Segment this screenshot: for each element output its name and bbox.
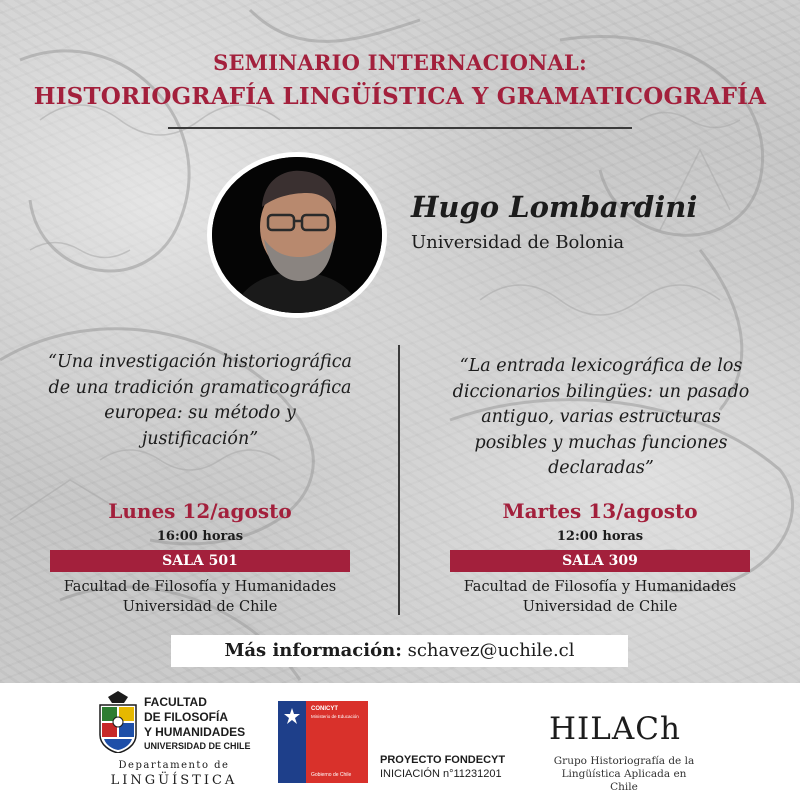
faculty-line-2: DE FILOSOFÍA xyxy=(144,710,228,724)
sponsor-footer xyxy=(0,683,800,800)
conicyt-ministry: Ministerio de Educación xyxy=(311,714,359,719)
seminar-title-line-1: SEMINARIO INTERNACIONAL: xyxy=(213,50,587,75)
session-1-venue-line-1: Facultad de Filosofía y Humanidades xyxy=(63,579,337,595)
title-divider xyxy=(168,127,632,129)
contact-email-link[interactable]: schavez@uchile.cl xyxy=(407,640,575,661)
speaker-photo xyxy=(207,152,387,318)
session-1-time: 16:00 horas xyxy=(156,529,244,544)
session-1-title-line: “Una investigación historiográfica xyxy=(48,352,352,372)
speaker-portrait-illustration xyxy=(212,157,382,313)
hilach-subtitle-line-1: Grupo Historiografía de la xyxy=(553,755,695,767)
fondecyt-project-label: PROYECTO FONDECYT xyxy=(380,754,506,766)
department-name: LINGÜÍSTICA xyxy=(110,773,238,788)
session-2-room: SALA 309 xyxy=(450,550,750,572)
speaker-affiliation: Universidad de Bolonia xyxy=(411,232,625,253)
faculty-line-4: UNIVERSIDAD DE CHILE xyxy=(144,741,251,751)
seminar-title-line-2: HISTORIOGRAFÍA LINGÜÍSTICA Y GRAMATICOGRAFÍA xyxy=(33,83,767,110)
session-1-room: SALA 501 xyxy=(50,550,350,572)
hilach-logo: HILACh xyxy=(549,711,681,747)
session-2-title-line: posibles y muchas funciones xyxy=(474,432,728,453)
session-1-venue-line-2: Universidad de Chile xyxy=(122,599,278,615)
column-divider xyxy=(398,345,400,615)
session-1-date: Lunes 12/agosto xyxy=(108,499,292,523)
session-2-time: 12:00 horas xyxy=(556,529,644,544)
session-2-title-line: declaradas” xyxy=(548,458,654,478)
session-2-venue-line-1: Facultad de Filosofía y Humanidades xyxy=(463,579,737,595)
hilach-subtitle-line-2: Lingüística Aplicada en Chile xyxy=(561,768,687,793)
session-1-venue xyxy=(15,577,385,617)
session-2-venue xyxy=(415,577,785,617)
session-1-title-line: justificación” xyxy=(141,428,259,449)
more-info-label: Más información: xyxy=(224,640,402,661)
university-shield-icon xyxy=(98,691,138,753)
faculty-line-1: FACULTAD xyxy=(144,695,207,709)
hilach-subtitle xyxy=(549,755,699,794)
speaker-name: Hugo Lombardini xyxy=(411,190,698,224)
faculty-line-3: Y HUMANIDADES xyxy=(144,725,246,739)
conicyt-government: Gobierno de Chile xyxy=(311,772,352,778)
session-2-title-line: diccionarios bilingües: un pasado xyxy=(452,381,750,402)
chile-coat-of-arms-icon xyxy=(284,708,300,724)
fondecyt-project-number: INICIACIÓN n°11231201 xyxy=(380,768,502,780)
session-2-venue-line-2: Universidad de Chile xyxy=(522,599,678,615)
conicyt-name: CONICYT xyxy=(311,706,338,712)
session-1-title-line: europea: su método y xyxy=(104,403,296,423)
session-2-title xyxy=(421,354,781,482)
session-2-title-line: antiguo, varias estructuras xyxy=(481,407,721,427)
session-2-title-line: “La entrada lexicográfica de los xyxy=(459,356,743,376)
more-info-box xyxy=(171,635,628,667)
session-2-date: Martes 13/agosto xyxy=(502,499,698,523)
session-1-title xyxy=(20,350,380,452)
conicyt-logo xyxy=(278,701,368,783)
department-label: Departamento de xyxy=(118,760,230,771)
session-1-title-line: de una tradición gramaticográfica xyxy=(48,377,352,398)
faculty-logo-text xyxy=(144,695,251,753)
